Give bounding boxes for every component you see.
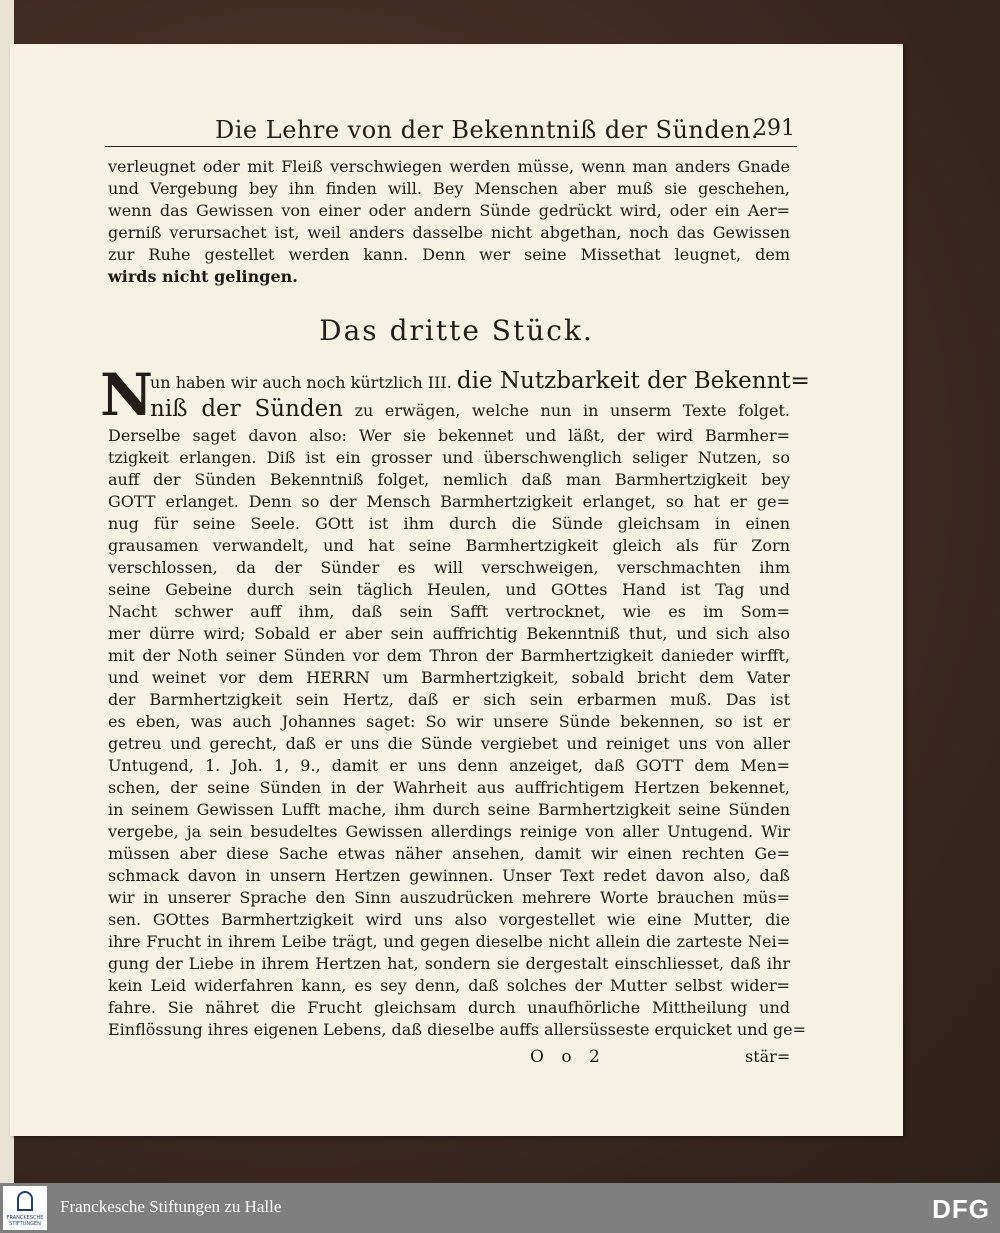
- foundation-building-icon: [17, 1191, 33, 1211]
- institution-name: Franckesche Stiftungen zu Halle: [60, 1197, 282, 1216]
- text-line: [150, 398, 790, 422]
- text-line: in seinem Gewissen Lufft mache, ihm durch seine Barmhertzigkeit seine Sünden: [108, 800, 790, 819]
- section-heading: Das dritte Stück.: [319, 314, 594, 347]
- page-number: 291: [753, 116, 795, 141]
- text-line: Derselbe saget davon also: Wer sie bekennet und läßt, der wird Barmher=: [108, 426, 790, 445]
- text-line: und weinet vor dem HERRN um Barmhertzigkeit, sobald bricht dem Vater: [108, 668, 790, 687]
- text-line: ihre Frucht in ihrem Leibe trägt, und gegen dieselbe nicht allein die zarteste Nei=: [108, 932, 790, 951]
- text-line: schen, der seine Sünden in der Wahrheit aus auffrichtigem Hertzen bekennet,: [108, 778, 790, 797]
- text-line: [150, 368, 810, 394]
- running-head: [105, 114, 797, 147]
- catchword: stär=: [745, 1047, 791, 1066]
- text-line: zur Ruhe gestellet werden kann. Denn wer seine Missethat leugnet, dem: [108, 245, 790, 264]
- text-line: fahre. Sie nähret die Frucht gleichsam durch unaufhörliche Mittheilung und: [108, 998, 790, 1017]
- text-segment-emphasis: die Nutzbarkeit der Bekennt=: [456, 368, 810, 394]
- dfg-logo[interactable]: DFG: [932, 1194, 990, 1224]
- text-segment-emphasis: niß der Sünden: [150, 396, 343, 422]
- text-line: es eben, was auch Johannes saget: So wir unsere Sünde bekennen, so ist er: [108, 712, 790, 731]
- text-line: GOTT erlanget. Denn so der Mensch Barmhertzigkeit erlanget, so hat er ge=: [108, 492, 790, 511]
- logo-text: FRANCKESCHE STIFTUNGEN: [6, 1215, 44, 1227]
- text-line: wirds nicht gelingen.: [108, 267, 298, 286]
- signature-mark: O o 2: [530, 1047, 606, 1067]
- text-line: Nacht schwer auff ihm, daß sein Safft vertrocknet, wie es im Som=: [108, 602, 790, 621]
- text-line: und Vergebung bey ihn finden will. Bey Menschen aber muß sie geschehen,: [108, 179, 790, 198]
- text-segment: zu erwägen, welche nun in unserm Texte folget.: [354, 401, 790, 420]
- text-line: nug für seine Seele. GOtt ist ihm durch die Sünde gleichsam in einen: [108, 514, 790, 533]
- text-line: tzigkeit erlangen. Diß ist ein grosser und überschwenglich seliger Nutzen, so: [108, 448, 790, 467]
- text-line: der Barmhertzigkeit sein Hertz, daß er sich sein erbarmen muß. Das ist: [108, 690, 790, 709]
- text-line: schmack davon in unsern Hertzen gewinnen. Unser Text redet davon also, daß: [108, 866, 790, 885]
- running-head-title: Die Lehre von der Bekenntniß der Sünden.: [215, 116, 760, 144]
- book-page: [10, 44, 903, 1136]
- text-line: sen. GOttes Barmhertzigkeit wird uns also vorgestellet wie eine Mutter, die: [108, 910, 790, 929]
- text-line: Untugend, 1. Joh. 1, 9., damit er uns denn anzeiget, daß GOTT dem Men=: [108, 756, 790, 775]
- text-line: gung der Liebe in ihrem Hertzen hat, sondern sie dergestalt einschliesset, daß ihr: [108, 954, 790, 973]
- text-line: verleugnet oder mit Fleiß verschwiegen werden müsse, wenn man anders Gnade: [108, 157, 790, 176]
- text-line: kein Leid widerfahren kann, es sey denn, daß solches der Mutter selbst wider=: [108, 976, 790, 995]
- text-line: wenn das Gewissen von einer oder andern Sünde gedrückt wird, oder ein Aer=: [108, 201, 790, 220]
- text-line: vergebe, ja sein besudeltes Gewissen allerdings reinige von aller Untugend. Wir: [108, 822, 790, 841]
- text-line: müssen aber diese Sache etwas näher ansehen, damit wir einen rechten Ge=: [108, 844, 790, 863]
- text-line: Einflössung ihres eigenen Lebens, daß dieselbe auffs allersüsseste erquicket und ge=: [108, 1020, 807, 1039]
- viewer-footer: [0, 1183, 1000, 1233]
- drop-cap: N: [100, 361, 154, 429]
- text-line: seine Gebeine durch sein täglich Heulen, und GOttes Hand ist Tag und: [108, 580, 790, 599]
- text-line: gerniß verursachet ist, weil anders dasselbe nicht abgethan, noch das Gewissen: [108, 223, 790, 242]
- text-line: wir in unserer Sprache den Sinn auszudrücken mehrere Worte brauchen müs=: [108, 888, 790, 907]
- text-line: auff der Sünden Bekenntniß folget, nemlich daß man Barmhertzigkeit bey: [108, 470, 790, 489]
- text-line: grausamen verwandelt, und hat seine Barmhertzigkeit gleich als für Zorn: [108, 536, 790, 555]
- text-line: mer dürre wird; Sobald er aber sein auffrichtig Bekenntniß thut, und sich also: [108, 624, 790, 643]
- text-segment: un haben wir auch noch kürtzlich III.: [150, 373, 452, 392]
- francke-logo[interactable]: [3, 1186, 47, 1230]
- text-line: mit der Noth seiner Sünden vor dem Thron der Barmhertzigkeit danieder wirfft,: [108, 646, 790, 665]
- text-line: getreu und gerecht, daß er uns die Sünde vergiebet und reiniget uns von aller: [108, 734, 790, 753]
- text-line: verschlossen, da der Sünder es will verschweigen, verschmachten ihm: [108, 558, 790, 577]
